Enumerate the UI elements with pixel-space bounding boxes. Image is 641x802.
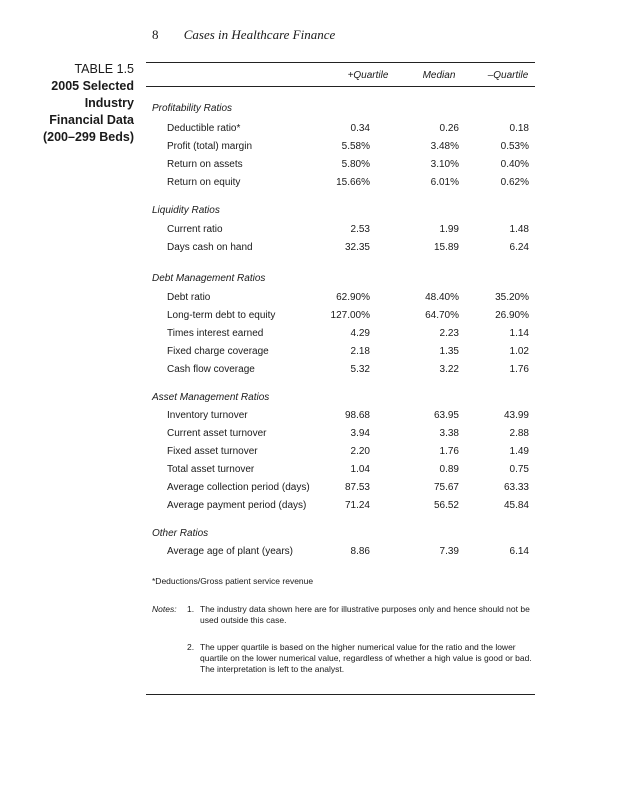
lower-quartile-value: 45.84 (503, 500, 529, 511)
median-value: 7.39 (439, 546, 459, 557)
median-value: 0.89 (439, 464, 459, 475)
lower-quartile-value: 0.75 (509, 464, 529, 475)
table-row (0, 482, 641, 498)
page-header (152, 27, 335, 43)
lower-quartile-value: 1.48 (509, 224, 529, 235)
upper-quartile-value: 98.68 (344, 410, 370, 421)
row-label: Fixed asset turnover (167, 446, 258, 457)
row-label: Times interest earned (167, 328, 264, 339)
median-value: 64.70% (425, 310, 459, 321)
median-value: 3.10% (430, 159, 459, 170)
table-row (0, 500, 641, 516)
median-value: 48.40% (425, 292, 459, 303)
table-row (0, 159, 641, 175)
lower-quartile-value: 1.14 (509, 328, 529, 339)
table-title-line-2: Financial Data (49, 113, 134, 127)
median-value: 6.01% (430, 177, 459, 188)
table-row (0, 123, 641, 139)
row-label: Average payment period (days) (167, 500, 307, 511)
median-value: 56.52 (433, 500, 459, 511)
note-2-text: The upper quartile is based on the higher numerical value for the ratio and the lower quartile on the lower numerical value, regardless of whether a high value is good or bad. The interpretation is left to the analyst. (200, 642, 532, 674)
note-1-text: The industry data shown here are for illustrative purposes only and hence should not be used outside this case. (200, 604, 530, 625)
column-header-median: Median (422, 70, 456, 81)
lower-quartile-value: 0.62% (500, 177, 529, 188)
lower-quartile-value: 63.33 (503, 482, 529, 493)
section-title: Liquidity Ratios (152, 205, 220, 216)
lower-quartile-value: 6.14 (509, 546, 529, 557)
upper-quartile-value: 3.94 (350, 428, 370, 439)
lower-quartile-value: 0.53% (500, 141, 529, 152)
note-2-number: 2. (187, 642, 195, 652)
row-label: Current asset turnover (167, 428, 267, 439)
upper-quartile-value: 5.32 (350, 364, 370, 375)
row-label: Average collection period (days) (167, 482, 310, 493)
upper-quartile-value: 2.20 (350, 446, 370, 457)
upper-quartile-value: 8.86 (350, 546, 370, 557)
lower-quartile-value: 1.49 (509, 446, 529, 457)
lower-quartile-value: 1.02 (509, 346, 529, 357)
note-1 (187, 604, 537, 626)
row-label: Average age of plant (years) (167, 546, 294, 557)
median-value: 3.22 (439, 364, 459, 375)
table-row (0, 177, 641, 193)
lower-quartile-value: 6.24 (509, 242, 529, 253)
table-row (0, 546, 641, 562)
row-label: Return on assets (167, 159, 243, 170)
row-label: Debt ratio (167, 292, 211, 303)
median-value: 63.95 (433, 410, 459, 421)
table-title-line-3: (200–299 Beds) (42, 130, 134, 144)
table-row (0, 224, 641, 240)
table-row (0, 464, 641, 480)
row-label: Return on equity (167, 177, 241, 188)
row-label: Inventory turnover (167, 410, 248, 421)
upper-quartile-value: 2.53 (350, 224, 370, 235)
row-label: Fixed charge coverage (167, 346, 269, 357)
note-1-number: 1. (187, 604, 195, 614)
table-row (0, 346, 641, 362)
row-label: Current ratio (167, 224, 223, 235)
table-label: TABLE 1.5 (74, 62, 134, 76)
section-title: Asset Management Ratios (152, 392, 270, 403)
table-top-rule (146, 62, 535, 63)
table-row (0, 242, 641, 258)
lower-quartile-value: 2.88 (509, 428, 529, 439)
upper-quartile-value: 32.35 (344, 242, 370, 253)
book-title: Cases in Healthcare Finance (183, 27, 336, 42)
median-value: 3.48% (430, 141, 459, 152)
row-label: Long-term debt to equity (167, 310, 276, 321)
column-header-lower-quartile: –Quartile (487, 70, 529, 81)
row-label: Deductible ratio* (167, 123, 241, 134)
upper-quartile-value: 62.90% (336, 292, 370, 303)
median-value: 2.23 (439, 328, 459, 339)
page-number: 8 (152, 27, 159, 42)
note-2 (187, 642, 537, 675)
upper-quartile-value: 5.58% (341, 141, 370, 152)
table-row (0, 310, 641, 326)
footnote: *Deductions/Gross patient service revenue (152, 576, 314, 586)
upper-quartile-value: 2.18 (350, 346, 370, 357)
section-title: Debt Management Ratios (152, 273, 266, 284)
row-label: Total asset turnover (167, 464, 255, 475)
section-title: Other Ratios (152, 528, 209, 539)
table-row (0, 428, 641, 444)
lower-quartile-value: 26.90% (495, 310, 529, 321)
upper-quartile-value: 4.29 (350, 328, 370, 339)
row-label: Cash flow coverage (167, 364, 255, 375)
table-row (0, 141, 641, 157)
lower-quartile-value: 35.20% (495, 292, 529, 303)
median-value: 0.26 (439, 123, 459, 134)
section-title: Profitability Ratios (152, 103, 233, 114)
median-value: 1.35 (439, 346, 459, 357)
median-value: 75.67 (433, 482, 459, 493)
table-row (0, 328, 641, 344)
lower-quartile-value: 1.76 (509, 364, 529, 375)
table-row (0, 446, 641, 462)
table-bottom-rule (146, 694, 535, 695)
table-row (0, 364, 641, 380)
notes-label: Notes: (152, 604, 177, 614)
table-row (0, 292, 641, 308)
upper-quartile-value: 5.80% (341, 159, 370, 170)
row-label: Profit (total) margin (167, 141, 253, 152)
median-value: 1.76 (439, 446, 459, 457)
median-value: 15.89 (433, 242, 459, 253)
table-title-line-1: 2005 Selected Industry (51, 79, 134, 110)
row-label: Days cash on hand (167, 242, 253, 253)
lower-quartile-value: 0.40% (500, 159, 529, 170)
upper-quartile-value: 127.00% (330, 310, 370, 321)
table-row (0, 410, 641, 426)
upper-quartile-value: 1.04 (350, 464, 370, 475)
lower-quartile-value: 43.99 (503, 410, 529, 421)
upper-quartile-value: 15.66% (336, 177, 370, 188)
lower-quartile-value: 0.18 (509, 123, 529, 134)
median-value: 3.38 (439, 428, 459, 439)
column-header-upper-quartile: +Quartile (347, 70, 389, 81)
median-value: 1.99 (439, 224, 459, 235)
upper-quartile-value: 0.34 (350, 123, 370, 134)
table-header-rule (146, 86, 535, 87)
upper-quartile-value: 71.24 (344, 500, 370, 511)
upper-quartile-value: 87.53 (344, 482, 370, 493)
